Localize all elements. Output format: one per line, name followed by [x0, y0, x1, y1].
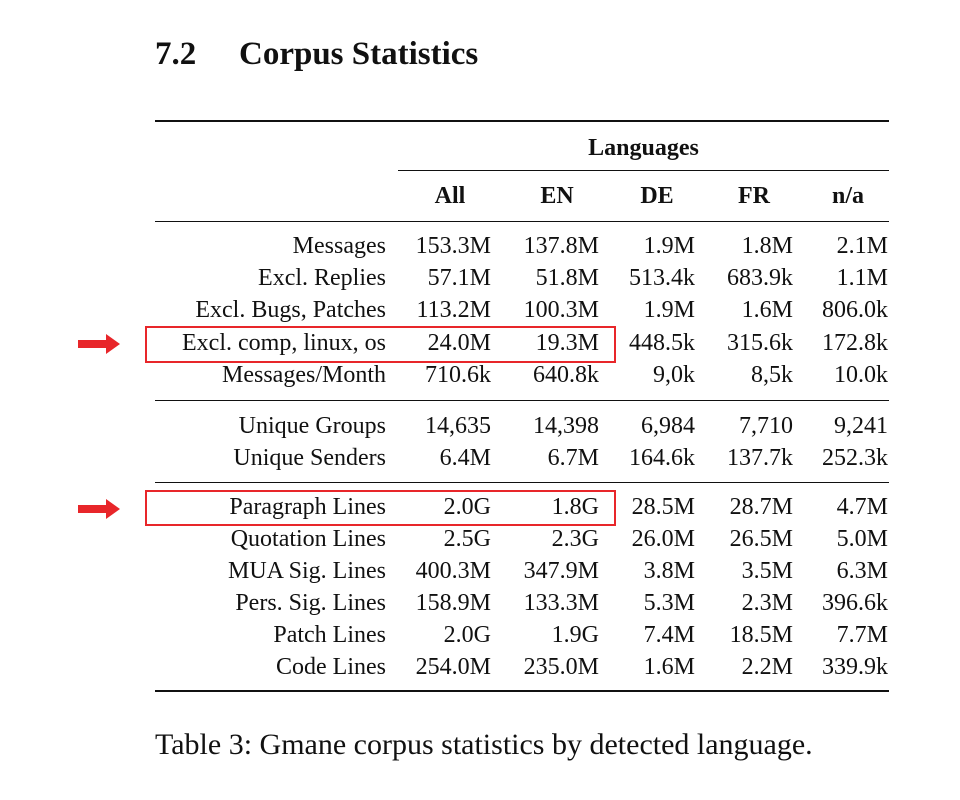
cell-fr: 1.6M [741, 297, 793, 323]
cell-en: 1.8G [551, 494, 599, 520]
arrow-shape [78, 499, 120, 519]
cell-all: 6.4M [439, 445, 491, 471]
cell-na: 5.0M [836, 526, 888, 552]
cell-fr: 315.6k [727, 330, 793, 356]
col-header-en: EN [540, 183, 574, 209]
cell-fr: 683.9k [727, 265, 793, 291]
cell-fr: 1.8M [741, 233, 793, 259]
cell-de: 513.4k [629, 265, 695, 291]
cell-na: 2.1M [836, 233, 888, 259]
cell-all: 153.3M [415, 233, 491, 259]
arrow-icon [78, 499, 120, 519]
cell-fr: 3.5M [741, 558, 793, 584]
row-label: Excl. Replies [258, 265, 386, 291]
cell-all: 24.0M [427, 330, 491, 356]
table-caption: Table 3: Gmane corpus statistics by detected language. [155, 728, 813, 761]
cell-all: 710.6k [425, 362, 491, 388]
cell-de: 9,0k [653, 362, 695, 388]
cell-na: 252.3k [822, 445, 888, 471]
highlight-box-excl-comp [145, 326, 616, 363]
cell-fr: 137.7k [727, 445, 793, 471]
row-label: Messages [292, 233, 386, 259]
top-rule [155, 120, 889, 122]
cell-all: 2.0G [443, 494, 491, 520]
cell-na: 4.7M [836, 494, 888, 520]
cell-en: 640.8k [533, 362, 599, 388]
cell-fr: 2.2M [741, 654, 793, 680]
cell-de: 7.4M [643, 622, 695, 648]
cell-fr: 28.7M [729, 494, 793, 520]
cell-en: 100.3M [523, 297, 599, 323]
languages-cmidrule [398, 170, 889, 171]
cell-na: 339.9k [822, 654, 888, 680]
row-label: MUA Sig. Lines [227, 558, 386, 584]
section-heading [155, 36, 478, 73]
cell-fr: 18.5M [729, 622, 793, 648]
row-label: Unique Groups [238, 413, 386, 439]
cell-en: 1.9G [551, 622, 599, 648]
cell-all: 158.9M [415, 590, 491, 616]
cell-all: 2.0G [443, 622, 491, 648]
section-title: Corpus Statistics [239, 36, 479, 72]
languages-header: Languages [588, 135, 699, 161]
cell-de: 1.6M [643, 654, 695, 680]
cell-fr: 26.5M [729, 526, 793, 552]
group-rule-2 [155, 482, 889, 483]
cell-en: 19.3M [535, 330, 599, 356]
cell-en: 137.8M [523, 233, 599, 259]
cell-na: 806.0k [822, 297, 888, 323]
cell-en: 51.8M [535, 265, 599, 291]
row-label: Quotation Lines [230, 526, 386, 552]
cell-en: 347.9M [523, 558, 599, 584]
row-label: Code Lines [276, 654, 386, 680]
row-label: Paragraph Lines [229, 494, 386, 520]
cell-de: 26.0M [631, 526, 695, 552]
row-label: Unique Senders [233, 445, 386, 471]
row-label: Excl. Bugs, Patches [195, 297, 386, 323]
section-number: 7.2 [155, 36, 197, 72]
cell-na: 6.3M [836, 558, 888, 584]
cell-fr: 2.3M [741, 590, 793, 616]
cell-en: 133.3M [523, 590, 599, 616]
cell-de: 3.8M [643, 558, 695, 584]
highlight-box-paragraph-lines [145, 490, 616, 526]
cell-de: 1.9M [643, 297, 695, 323]
group-rule-1 [155, 400, 889, 401]
header-rule [155, 221, 889, 222]
cell-en: 2.3G [551, 526, 599, 552]
row-label: Patch Lines [273, 622, 386, 648]
cell-all: 14,635 [425, 413, 491, 439]
cell-all: 254.0M [415, 654, 491, 680]
cell-de: 448.5k [629, 330, 695, 356]
col-header-all: All [434, 183, 466, 209]
cell-de: 5.3M [643, 590, 695, 616]
arrow-icon [78, 334, 120, 354]
cell-na: 7.7M [836, 622, 888, 648]
row-label: Excl. comp, linux, os [182, 330, 386, 356]
col-header-na: n/a [831, 183, 864, 209]
cell-de: 28.5M [631, 494, 695, 520]
cell-de: 6,984 [641, 413, 695, 439]
cell-na: 396.6k [822, 590, 888, 616]
cell-fr: 7,710 [739, 413, 793, 439]
cell-en: 14,398 [533, 413, 599, 439]
col-header-de: DE [640, 183, 674, 209]
cell-de: 164.6k [629, 445, 695, 471]
row-label: Messages/Month [222, 362, 386, 388]
bottom-rule [155, 690, 889, 692]
cell-all: 400.3M [415, 558, 491, 584]
cell-all: 2.5G [443, 526, 491, 552]
cell-na: 172.8k [822, 330, 888, 356]
cell-all: 57.1M [427, 265, 491, 291]
col-header-fr: FR [738, 183, 770, 209]
arrow-shape [78, 334, 120, 354]
cell-fr: 8,5k [751, 362, 793, 388]
cell-na: 9,241 [834, 413, 888, 439]
cell-na: 1.1M [836, 265, 888, 291]
cell-de: 1.9M [643, 233, 695, 259]
cell-en: 235.0M [523, 654, 599, 680]
row-label: Pers. Sig. Lines [235, 590, 386, 616]
cell-na: 10.0k [834, 362, 888, 388]
cell-en: 6.7M [547, 445, 599, 471]
cell-all: 113.2M [416, 297, 491, 323]
